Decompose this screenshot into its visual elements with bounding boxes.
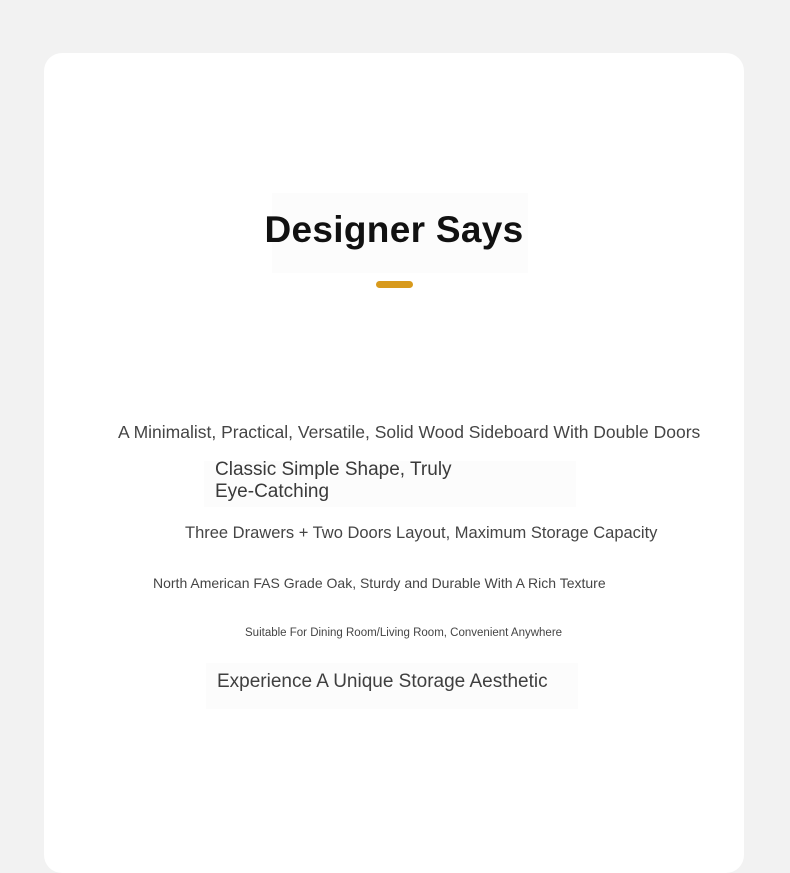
page-title: Designer Says [264, 209, 524, 250]
feature-line-3: Three Drawers + Two Doors Layout, Maximum Storage Capacity [185, 524, 658, 542]
feature-line-6: Experience A Unique Storage Aesthetic [217, 671, 548, 692]
feature-line-2: Classic Simple Shape, Truly Eye-Catching [215, 459, 452, 502]
feature-line-5: Suitable For Dining Room/Living Room, Convenient Anywhere [245, 627, 563, 639]
content-card [44, 53, 744, 873]
feature-line-4: North American FAS Grade Oak, Sturdy and Durable With A Rich Texture [153, 575, 606, 591]
feature-line-1: A Minimalist, Practical, Versatile, Solid Wood Sideboard With Double Doors [118, 422, 701, 442]
title-accent-bar [376, 281, 413, 288]
